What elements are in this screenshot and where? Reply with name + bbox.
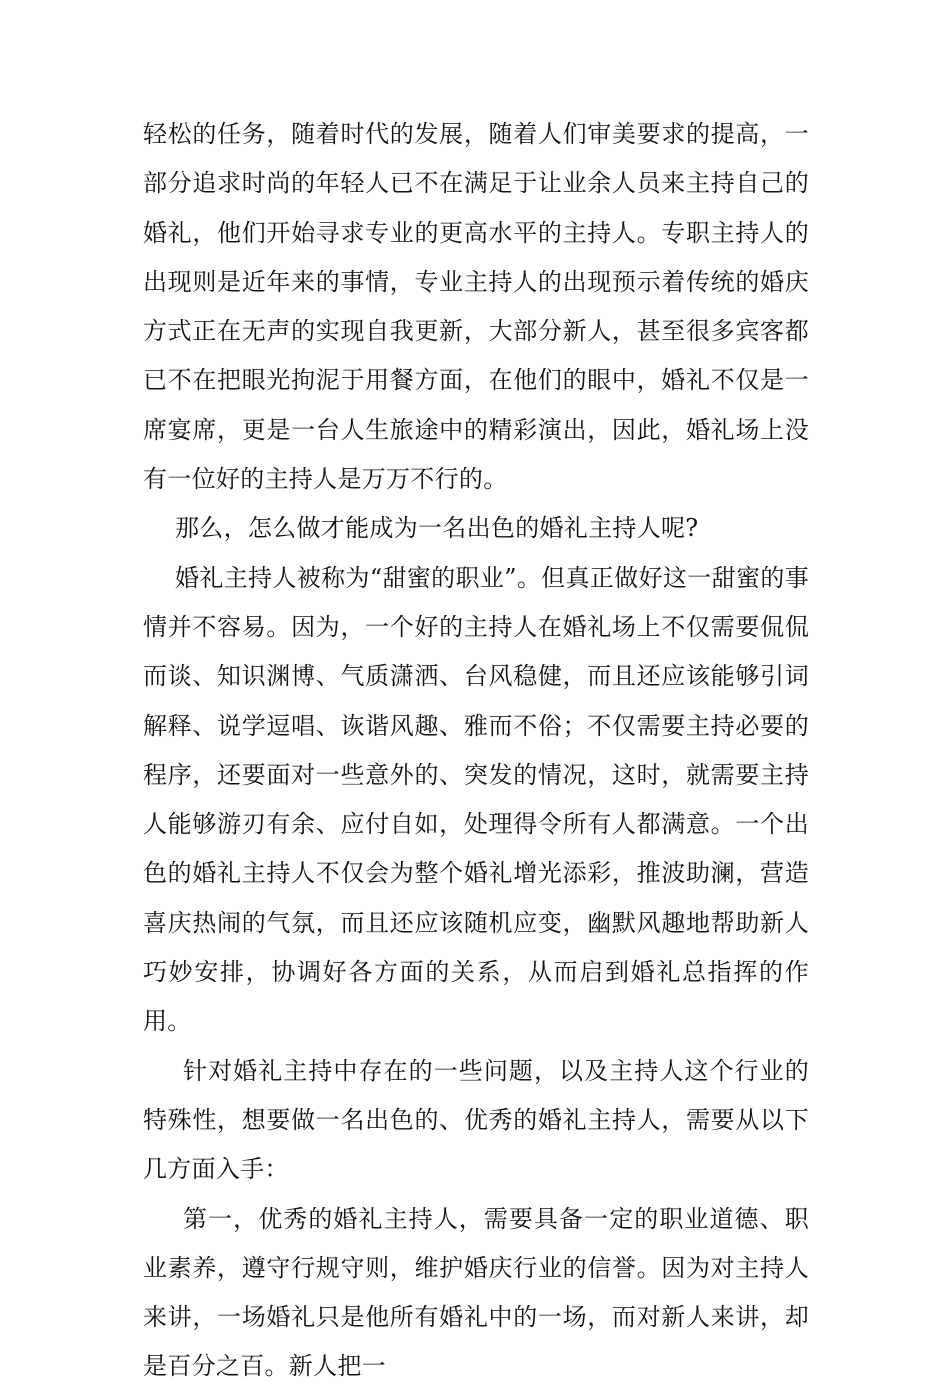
paragraph-sweet-profession: 婚礼主持人被称为“甜蜜的职业”。但真正做好这一甜蜜的事情并不容易。因为，一个好的主持人在婚礼场上不仅需要侃侃而谈、知识渊博、气质潇洒、台风稳健，而且还应该能够引词解释、说学逗唱、诙谐风趣、雅而不俗；不仅需要主持必要的程序，还要面对一些意外的、突发的情况，这时，就需要主持人能够游刃有余、应付自如，处理得令所有人都满意。一个出色的婚礼主持人不仅会为整个婚礼增光添彩，推波助澜，营造喜庆热闹的气氛，而且还应该随机应变，幽默风趣地帮助新人巧妙安排，协调好各方面的关系，从而启到婚礼总指挥的作用。 [143, 563, 809, 1036]
body-text [143, 110, 809, 1392]
paragraph-problems: 针对婚礼主持中存在的一些问题，以及主持人这个行业的特殊性，想要做一名出色的、优秀的婚礼主持人，需要从以下几方面入手： [143, 1056, 809, 1184]
paragraph-continuation: 轻松的任务，随着时代的发展，随着人们审美要求的提高，一部分追求时尚的年轻人已不在满足于让业余人员来主持自己的婚礼，他们开始寻求专业的更高水平的主持人。专职主持人的出现则是近年来的事情，专业主持人的出现预示着传统的婚庆方式正在无声的实现自我更新，大部分新人，甚至很多宾客都已不在把眼光拘泥于用餐方面，在他们的眼中，婚礼不仅是一席宴席，更是一台人生旅途中的精彩演出，因此，婚礼场上没有一位好的主持人是万万不行的。 [143, 120, 809, 494]
paragraph-first-point: 第一，优秀的婚礼主持人，需要具备一定的职业道德、职业素养，遵守行规守则，维护婚庆行业的信誉。因为对主持人来讲，一场婚礼只是他所有婚礼中的一场，而对新人来讲，却是百分之百。新人把一 [143, 1204, 809, 1381]
paragraph-question: 那么，怎么做才能成为一名出色的婚礼主持人呢? [175, 514, 699, 543]
